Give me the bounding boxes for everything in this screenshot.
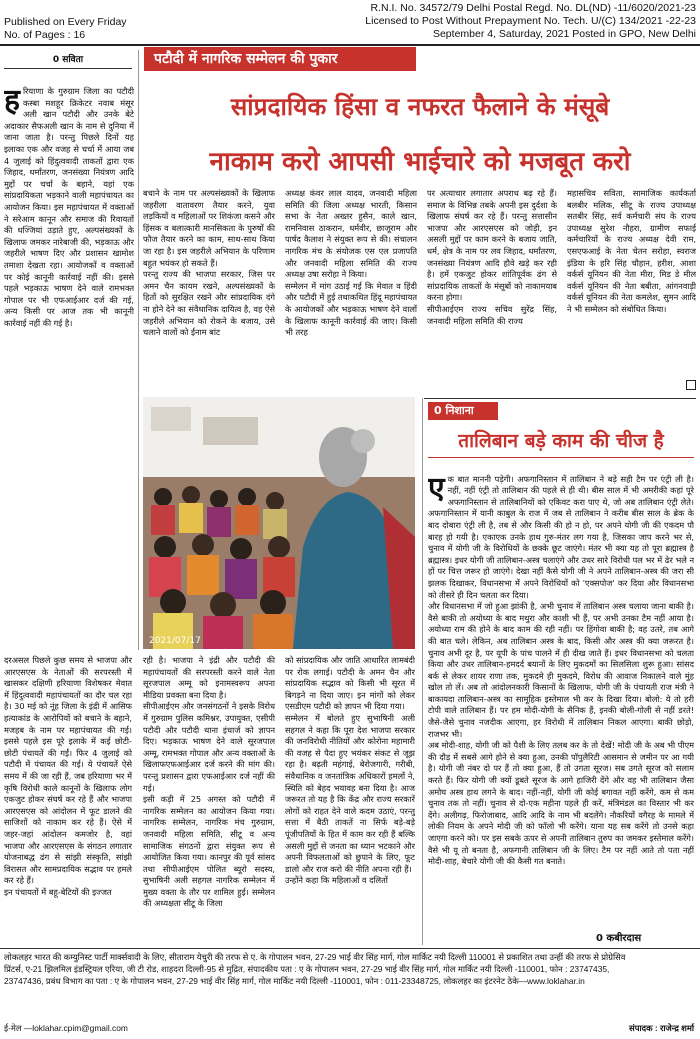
headline-line-1: सांप्रदायिक हिंसा व नफरत फैलाने के मंसूबे [230, 92, 610, 121]
column-divider [138, 50, 139, 650]
footer-line-1: लोकलहर भारत की कम्युनिस्ट पार्टी मार्क्सवादी के लिए, सीताराम येचुरी की तरफ से ए. के गोपालन भवन, 27-29 भाई वीर सिंह मार्ग, गोल मार्किट नयी दिल्ली 110001 से प्रकाशित तथा उन्हीं की तरफ से प्रोग्रेसिव [4, 952, 626, 962]
footer-line-2: प्रिंटर्स, ए-21 झिलमिल इंडस्ट्रियल एरिया, जी टी रोड, शाहदरा दिल्ली-95 से मुद्रित, संपादकीय पता : ए के गोपालन भवन, 27-29 भाई वीर सिंह मार्ग, गोल मार्किट नयी दिल्ली -110001, फोन : 23747435, [4, 963, 610, 974]
nishana-title: तालिबान बड़े काम की चीज है [428, 425, 694, 458]
end-mark [686, 380, 696, 390]
page-count: No. of Pages : 16 [4, 29, 86, 41]
bottom-column-2: को सांप्रदायिक और जाति आधारित लामबंदी पर रोक लगाई। पटौदी के अमन चैन और सांप्रदायिक सद्भाव को किसी भी सूरत में बिगड़ने ना दिया जाए। इन मांगों को लेकर एसडीएम पटौदी को ज्ञापन भी दिया गया। सम्मेलन में बोलते हुए सुभाषिनी अली सहगल ने कहा कि पूरा देश भाजपा सरकार की जनविरोधी नीतियों और कोरोना महामारी की वजह से पैदा हुए भयंकर संकट से जूझ रहा है। बढ़ती महंगाई, बेरोजगारी, गरीबी, संवैधानिक व जनतांत्रिक अधिकारों हमलों ने, स्थिति को बेहद भयावह बना दिया है। आज जरूरत तो यह है कि केंद्र और राज्य सरकारें लोगों को राहत देने वाले कदम उठाएं, परन्तु सत्ता में बैठी ताकतें ना सिर्फ बड़े-बड़े पूंजीपतियों के हित में काम कर रही हैं बल्कि असली मुद्दों से जनता का ध्यान भटकाने और अपनी विफलताओं को छुपाने के लिए, फूट डालो और राज करो की नीति अपना रही हैं। उन्होंने कहा कि महिलाओं व दलितों [285, 655, 415, 886]
nishana-body [428, 462, 694, 922]
masthead-rule [0, 44, 700, 46]
article-column-3: पर अत्याचार लगातार अपराध बढ़ रहे हैं। समाज के विभिन्न तबके अपनी इस दुर्दशा के खिलाफ संघर्ष कर रहे हैं। परन्तु सत्तासीन भाजपा और आरएसएस को जोड़ी, इन असली मुद्दों पर काम करने के बजाय जाति, धर्म, क्षेत्र के नाम पर लव जिहाद, धर्मांतरण, जनसंख्या नियंत्रण आदि हौवे खड़े कर रही है। हमें एकजुट होकर शांतिपूर्वक ढंग से सांप्रदायिक ताकतों के मंसूबों को नाकामयाब करना होगा। सीपीआईएम राज्य सचिव सुरेंद्र सिंह, जनवादी महिला समिति की राज्य [427, 188, 557, 326]
photo-date: 2021/07/17 [149, 636, 201, 646]
nishana-tab: 0 निशाना [428, 402, 498, 420]
nishana-byline: 0 कबीरदास [596, 933, 642, 944]
left-column-body: रियाणा के गुरुग्राम जिला का पटौदी कस्बा मशहूर क्रिकेटर नवाब मंसूर अली खान पटौदी और उनके बेटे अदाकार सैफअली खान के नाम से दुनिया में जाना जाता है। परन्तु पिछले दिनों यह इलाका एक और वजह से चर्चा में आया जब 4 जुलाई को हिंदुत्ववादी ताकतों द्वारा एक जिहाद, धर्मांतरण, जनसंख्या नियंत्रण आदि मुद्दों पर चर्चा के बहाने, यहां एक सांप्रदायिकता भड़काने वाली महापंचायत का आयोजन किया। इस महापंचायत में वक्ताओं ने सरेआम कानून और समाज की रिवायतों की धज्जियां उड़ाते हुए, अल्पसंख्यकों के खिलाफ जमकर नारेबाजी की, भड़काऊ और जहरीले भाषण दिए और प्रशासन खामोश तमाशा देखता रहा। आयोजकों व वक्ताओं पर कोई कानूनी कार्रवाई नहीं की। इससे पहले भड़काऊ भाषण देने वाले रामभक्त गोपाल पर भी एफआईआर दर्ज की गई, अन्य किसी पर आज तक भी कानूनी कार्रवाई नहीं की गई है। [4, 86, 134, 328]
left-dropcap: ह [4, 86, 20, 118]
article-column-2: अध्यक्ष कंवर लाल यादव, जनवादी महिला समिति की जिला अध्यक्ष भारती, किसान सभा के नेता अख्तर हुसैन, काले खान, रामनिवास ठाकरान, धर्मवीर, छाजूराम और पार्षद कैलाश ने संयुक्त रूप से की। संचालन नागरिक मंच के संयोजक एस एल प्रजापति और जनवादी महिला समिति की राज्य अध्यक्ष उषा सरोहा ने किया। सम्मेलन में मांग उठाई गई कि मेवात व हिंदी और पटौदी में हुई तथाकथित हिंदू महापंचायत के आयोजकों और भड़काऊ भाषण देने वालों के खिलाफ कानूनी कार्रवाई की जाए। किसी भी तरह [285, 188, 417, 338]
article-banner: पटौदी में नागरिक सम्मेलन की पुकार [144, 47, 416, 71]
article-column-1: बचाने के नाम पर अल्पसंख्यकों के खिलाफ जहरीला वातावरण तैयार करने, युवा लड़कियों व महिलाओं पर शिकंजा कसने और हिंसक व बलात्कारी मानसिकता के पुरुषों की फौज तैयार करने का काम, साथ-साथ किया जा रहा है। इस जहरीले अभियान के परिणाम बहुत भयंकर हो सकते हैं। परन्तु राज्य की भाजपा सरकार, जिस पर अमन चैन कायम रखने, अल्पसंख्यकों के हितों को सुरक्षित रखने और सांप्रदायिक दंगे ना होने देने का संवैधानिक दायित्व है, वह ऐसे जहरीले अभियान को रोकने के बजाय, उसे चलाने वालों को ईनाम बांट [143, 188, 275, 338]
footer-email: ई-मेल —loklahar.cpim@gmail.com [4, 1023, 128, 1033]
footer-rule [0, 948, 700, 949]
left-column-text [4, 86, 134, 386]
article-column-4: महासचिव सविता, सामाजिक कार्यकर्ता बलबीर मलिक, सीटू के राज्य उपाध्यक्ष सतबीर सिंह, सर्व कर्मचारी संघ के राज्य उपाध्यक्ष सुरेश नौहरा, ग्रामीण सफाई कर्मचारियों के राज्य अध्यक्ष देवी राम, एसएफआई के नेता चेतन सरोहा, स्वराज इंडिया के हरि सिंह चौहान, हरीश, आशा वर्कर्स यूनियन की नेता मीरा, मिड डे मील वर्कर्स यूनियन की नेता बबीता, आंगनवाड़ी वर्कर्स यूनियन की नेता कमलेश, सुमन आदि ने भी सम्मेलन को संबोधित किया। [567, 188, 696, 314]
publication-info [4, 16, 127, 42]
footer-editor: संपादक : राजेन्द्र शर्मा [629, 1023, 694, 1033]
rally-photo-illustration [143, 397, 415, 649]
bottom-column-0: दरअसल पिछले कुछ समय से भाजपा और आरएसएस के नेताओं की सरपरस्ती में खासकर दक्षिणी हरियाणा विशेषकर मेवात में हिंदुत्ववादी महापंचायतों का दौर चल रहा है। 30 मई को नूंह जिला के इंद्री में आसिफ हत्याकांड के आरोपियों को बचाने के बहाने, मजहब के नाम पर महापंचायत की गई। इससे पहले इस पूरे इलाके में कई छोटी-छोटी पंचायतें की गईं। फिर 4 जुलाई को पटौदी में पंचायत की गई। ये पंचायतें ऐसे समय में की जा रही हैं, जब हरियाणा भर में कृषि विरोधी काले कानूनों के खिलाफ लोग एकजुट होकर संघर्ष कर रहे हैं और भाजपा आरएसएस को आंदोलन में फूट डालने की साजिशों को नाकाम कर रहे हैं। ऐसे में जहर-जहां आंदोलन कमजोर है, वहां भाजपा और आरएसएस के संगठन लगातार योजनाबद्ध ढंग से सांझी संस्कृति, सांझी विरासत और सामप्रदायिक सद्भाव पर हमले कर रहे हैं। इन पंचायतों में बहू-बेटियों की इज्जत [4, 655, 132, 897]
rally-photo [143, 397, 415, 649]
reg-line-1: R.N.I. No. 34572/79 Delhi Postal Regd. No. DL(ND) -11/6020/2021-23 [370, 2, 696, 14]
published-frequency: Published on Every Friday [4, 16, 127, 28]
nishana-divider [422, 398, 423, 945]
nishana-dropcap: ए [428, 470, 445, 506]
nishana-rule [424, 398, 696, 399]
footer-line-3: 23747436, प्रबंध विभाग का पता : ए के गोपालन भवन, 27-29 भाई वीर सिंह मार्ग, गोल मार्किट नयी दिल्ली -110001, फोन : 011-23348725, लोकलहर का इंटरनेट ठेके—www.loklahar.in [4, 975, 585, 986]
bottom-column-1: रही है। भाजपा ने इंद्री और पटौदी की महापंचायतों की सरपरस्ती करने वाले नेता सूरजपाल अम्मू को इनामस्वरूप अपना मीडिया प्रवक्ता बना दिया है। सीपीआईएम और जनसंगठनों ने इसके विरोध में गुरुग्राम पुलिस कमिश्नर, उपायुक्त, एसीपी पटौदी और पटौदी थाना इंचार्ज को ज्ञापन दिए। भड़काऊ भाषण देने वाले सूरजपाल अम्मू, रामभक्त गोपाल और अन्य वक्ताओं के खिलाफएफआईआर दर्ज करने की मांग की। परन्तु प्रशासन द्वारा एफआईआर दर्ज नहीं की गई। इसी कड़ी में 25 अगस्त को पटौदी में नागरिक सम्मेलन का आयोजन किया गया। नागरिक सम्मेलन, नागरिक मंच गुरुग्राम, जनवादी महिला समिति, सीटू व अन्य सामाजिक संगठनों द्वारा संयुक्त रूप से आयोजित किया गया। कानपुर की पूर्व सांसद तथा सीपीआईएम पोलित ब्यूरो सदस्य, सुभाषिनी अली सहगल नागरिक सम्मेलन में मुख्य वक्ता के तौर पर शामिल हुई। सम्मेलन की अध्यक्षता सीटू के जिला [143, 655, 275, 909]
reg-line-3: September 4, Saturday, 2021 Posted in GPO, New Delhi [432, 28, 696, 40]
left-byline: 0 सविता [52, 55, 84, 65]
footer-imprint [4, 952, 696, 987]
reg-line-2: Licensed to Post Without Prepayment No. Tech. U/(C) 134/2021 -22-23 [365, 15, 696, 27]
registration-info [226, 2, 696, 41]
headline-line-2: नाकाम करो आपसी भाईचारे को मजबूत करो [209, 147, 631, 177]
byline-box [4, 52, 132, 69]
nishana-text: क बात माननी पड़ेगी। अफगानिस्तान में तालिबान ने बड़े सही टैम पर एंट्री ली है। नहीं, नहीं एंट्री तो तालिबान की पहले से ही थी। बीस साल में भी अमरीकी कहां पूरे अफगानिस्तान से तालिबानियों को एकिवट करा पाए थे, जो अब तालिबान एंट्री लेते। अफगानिस्तान में यानी काबुल के राज में जब से तालिबान ने करीब बीस साल के ब्रेक के बाद दोबारा एंट्री ली है, तब से और किसी की हो न हो, पर अपने योगी जी की एकदम पौ बारह हो गयी है। एकाएक उनके हाथ गुरु-मंतर लग गया है, जिसका जाप करने भर से, चुनाव में योगी जी के विरोधियों के छक्के छूट जाएंगे। मंतर भी क्या यह तो पूरा ब्रह्मास्त्र है ब्रह्मास्त्र। इधर योगी जी तालिबान-अस्त्र चलाएंगे और उधर सारे विरोधी पल भर में ढेर भले न हों पर चित्त जरूर हो जाएंगे। देखा नहीं कैसे योगी जी ने अपने तालिबान-अस्त्र की जरा सी झलक दिखाकर, विधानसभा में अपने विरोधियों को 'एक्सपोज' कर दिया और विधानसभा को तीसरे ही दिन चलता कर दिया। और विधानसभा में जो हुआ झांकी है, अभी चुनाव में तालिबान अस्त्र चलाया जाना बाकी है। वैसे बाकी तो अयोध्या के बाद मथुरा और काशी भी हैं, पर अभी उनका टैम नहीं आया है। अयोध्या राम की होने के बाद काम की रही नहीं। पर हिंगोवा बाकी है; वह उतरे, तब आगे की बात चले। लेकिन, अब तालिबान अस्त्र के बाद, किसी और अस्त्र की क्या जरूरत है। चुनाव अभी दूर है, पर यूपी के पांच पालने में ही दीख जाते हैं। इधर विधानसभा को चलता किया और उधर तालिबान-हमदर्द बयानों के लिए मुकदमों का सिलसिला शुरू हुआ। सांसद बर्क से लेकर शायर राणा तक, मुकदमे ही मुकदमे, विरोध की आवाज निकालने वाले मुंह खोल तो लें। अब तो आंदोलनकारी किसानों के खिलाफ, योगी जी के पंचायती राज मंत्री ने बाकायदा तालिबान-अस्त्र का सामूहिक इस्तेमाल भी कर के दिखा दिया। बोलो: ये तो हरी टोपी वाले तालिबान हैं। पर हम मोदी-योगी के सैनिक हैं, इनकी बोली-गोली से नहीं डरते! जैसे-जैसे चुनाव नजदीक आएगा, हर विरोधी में तालिबान निकल आएगा। बाकी छोड़ो, राजभर भी। अब मोदी-शाह, योगी जी को पैशी के लिए तलब कर के तो देखें! मोदी जी के अब भी पीएम की दौड़ में सबसे आगे होने से क्या हुआ, उनकी पॉपुलैरिटी आसमान से जमीन पर आ गयी है। योगी जी नंबर दो पर हैं तो क्या हुआ, हैं तो उगता सूरज। सब उगते सूरज को सलाम करते हैं। फिर योगी जी क्यों डूबते सूरज के आगे हाजिरी देंगे और वह भी तालिबान जैसा अमोघ अस्त्र हाथ लगने के बाद। नहीं-नहीं, योगी जी कोई बगावत नहीं करेंगे, कम से कम चुनाव तक तो नहीं। चुनाव से दो-एक महीना पहले ही करें, मंत्रिमंडल का विस्तार भी कर देंगे। अलीगढ़, फिरोजाबाद, आदि आदि के नाम भी बदलेंगे। नौकरियों वगैरह के मामले में लोकी नियम के अपने मोदी जी को फॉलो भी करेंगे। याना यह सब करेंगे तो उनसे कहा जाएगा करने को। पर इस सबके ऊपर से अपनी तालिबान तुरुप का जमकर इस्तेमाल करेंगे। वैसे भी यू तो बनता है, अफगानी तालिबान जी के लिए। टैम पर नहीं आते तो पता नहीं मोदी-शाह, बेचारे योगी जी की कैसी गत बनाते। [428, 473, 694, 867]
